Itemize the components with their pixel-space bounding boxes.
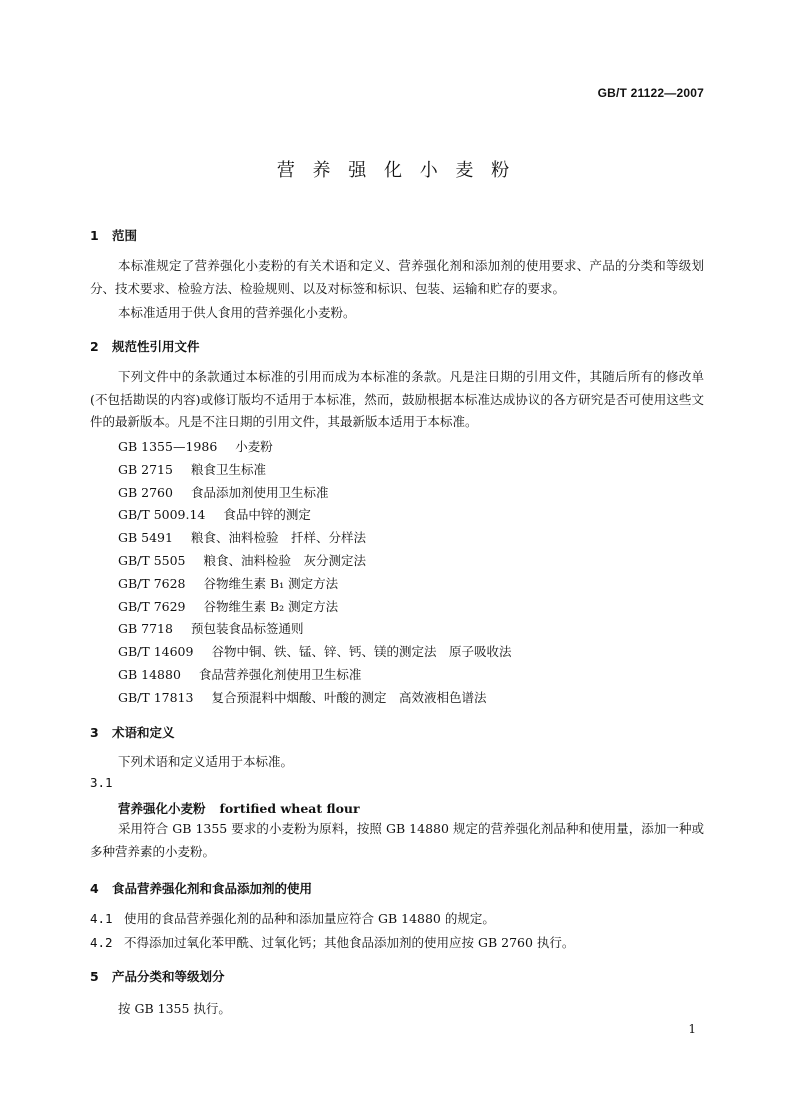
- reference-title: 食品中锌的测定: [223, 507, 311, 522]
- section-2-paragraph-1: 下列文件中的条款通过本标准的引用而成为本标准的条款。凡是注日期的引用文件，其随后所有的修改单(不包括勘误的内容)或修订版均不适用于本标准，然而，鼓励根据本标准达成协议的各方研究是否可使用这些文件的最新版本。凡是不注日期的引用文件，其最新版本适用于本标准。: [90, 369, 704, 429]
- reference-code: GB 14880: [118, 667, 181, 682]
- section-3-heading: [90, 723, 175, 741]
- reference-code: GB 2760: [118, 485, 173, 500]
- reference-code: GB/T 14609: [118, 644, 194, 659]
- clause-4-2: [90, 933, 574, 951]
- reference-item: [118, 597, 338, 615]
- section-5-paragraph-1: 按 GB 1355 执行。: [118, 1001, 231, 1016]
- reference-title: 预包装食品标签通则: [190, 621, 304, 636]
- reference-code: GB 7718: [118, 621, 173, 636]
- reference-item: [118, 460, 266, 478]
- reference-title: 复合预混料中烟酸、叶酸的测定 高效液相色谱法: [211, 690, 487, 705]
- term-definition: 采用符合 GB 1355 要求的小麦粉为原料，按照 GB 14880 规定的营养强化剂品种和使用量，添加一种或多种营养素的小麦粉。: [90, 821, 704, 859]
- term-english: fortified wheat flour: [219, 801, 360, 816]
- reference-code: GB/T 17813: [118, 690, 194, 705]
- standard-code: GB/T 21122—2007: [597, 86, 704, 100]
- page-number: 1: [688, 1022, 696, 1036]
- clause-number-3-1: 3.1: [90, 775, 113, 790]
- section-number: 5: [90, 969, 99, 984]
- section-title: 产品分类和等级划分: [112, 969, 225, 984]
- reference-title: 粮食卫生标准: [190, 462, 266, 477]
- section-number: 2: [90, 339, 99, 354]
- clause-number: 4.2: [90, 935, 113, 950]
- reference-code: GB 5491: [118, 530, 173, 545]
- reference-code: GB/T 5009.14: [118, 507, 206, 522]
- section-5-heading: [90, 967, 225, 985]
- section-title: 规范性引用文件: [112, 339, 200, 354]
- reference-item: [118, 688, 486, 706]
- reference-item: [118, 642, 511, 660]
- section-1-paragraph-1: 本标准规定了营养强化小麦粉的有关术语和定义、营养强化剂和添加剂的使用要求、产品的分类和等级划分、技术要求、检验方法、检验规则、以及对标签和标识、包装、运输和贮存的要求。: [90, 258, 704, 296]
- clause-number: 4.1: [90, 911, 113, 926]
- section-1-heading: [90, 226, 137, 244]
- section-number: 1: [90, 228, 99, 243]
- reference-code: GB/T 7628: [118, 576, 186, 591]
- section-title: 范围: [112, 228, 138, 243]
- reference-item: [118, 665, 361, 683]
- term-entry: [118, 799, 360, 817]
- document-title: 营 养 强 化 小 麦 粉: [276, 160, 516, 181]
- reference-item: [118, 574, 338, 592]
- clause-text: 使用的食品营养强化剂的品种和添加量应符合 GB 14880 的规定。: [124, 911, 495, 926]
- reference-item: [118, 551, 366, 569]
- term-chinese: 营养强化小麦粉: [118, 801, 206, 816]
- reference-title: 食品添加剂使用卫生标准: [190, 485, 329, 500]
- reference-code: GB/T 7629: [118, 599, 186, 614]
- section-number: 4: [90, 881, 99, 896]
- clause-4-1: [90, 909, 495, 927]
- reference-title: 小麦粉: [235, 439, 273, 454]
- reference-code: GB 1355—1986: [118, 439, 218, 454]
- reference-title: 粮食、油料检验 扦样、分样法: [190, 530, 366, 545]
- section-4-heading: [90, 879, 312, 897]
- reference-item: [118, 483, 328, 501]
- reference-title: 食品营养强化剂使用卫生标准: [198, 667, 362, 682]
- reference-title: 粮食、油料检验 灰分测定法: [203, 553, 367, 568]
- section-3-intro: 下列术语和定义适用于本标准。: [118, 754, 294, 769]
- reference-title: 谷物中铜、铁、锰、锌、钙、镁的测定法 原子吸收法: [211, 644, 512, 659]
- reference-title: 谷物维生素 B₂ 测定方法: [203, 599, 339, 614]
- reference-title: 谷物维生素 B₁ 测定方法: [203, 576, 339, 591]
- section-2-heading: [90, 337, 200, 355]
- section-title: 食品营养强化剂和食品添加剂的使用: [112, 881, 313, 896]
- reference-code: GB/T 5505: [118, 553, 186, 568]
- reference-item: [118, 505, 311, 523]
- reference-item: [118, 437, 273, 455]
- section-title: 术语和定义: [112, 725, 175, 740]
- reference-item: [118, 528, 366, 546]
- reference-item: [118, 619, 303, 637]
- reference-code: GB 2715: [118, 462, 173, 477]
- section-number: 3: [90, 725, 99, 740]
- section-1-paragraph-2: 本标准适用于供人食用的营养强化小麦粉。: [118, 305, 356, 320]
- clause-text: 不得添加过氧化苯甲酰、过氧化钙；其他食品添加剂的使用应按 GB 2760 执行。: [124, 935, 575, 950]
